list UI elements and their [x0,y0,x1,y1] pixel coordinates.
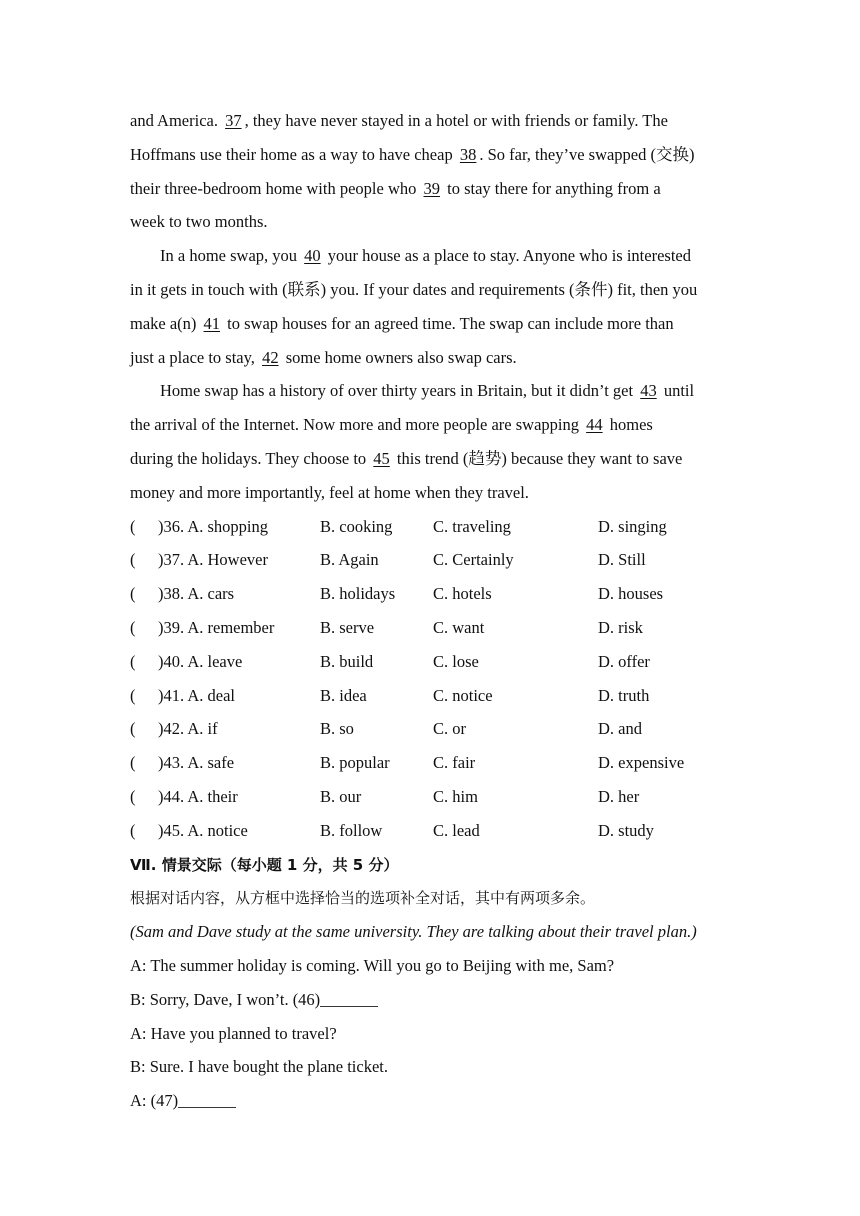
option-d: D. and [598,719,642,739]
cloze-blank: 45 [373,449,390,468]
answer-paren: )41. A. deal [158,685,235,705]
option-b: B. serve [320,618,375,637]
passage-line [130,179,661,201]
cloze-blank: 43 [640,381,657,401]
passage-line [160,246,691,268]
dialogue-context: (Sam and Dave study at the same university. They are talking about their travel plan.) [130,922,697,942]
question-row [130,787,730,809]
passage-line [130,280,697,302]
dialogue-line: A: Have you planned to travel? [130,1023,337,1043]
option-c: C. want [433,618,485,637]
passage-text: the arrival of the Internet. Now more and more people are swapping [130,415,584,435]
dialogue-line: A: The summer holiday is coming. Will you go to Beijing with me, Sam? [130,956,615,975]
option-d: D. risk [598,618,643,637]
passage-text: In a home swap, you [160,246,302,266]
option-d: D. expensive [598,753,685,773]
answer-paren: )45. A. notice [158,820,248,840]
passage-text: money and more importantly, feel at home when they travel. [130,482,529,502]
answer-paren: )42. A. if [158,719,218,739]
cloze-blank: 38 [459,144,477,164]
passage-line [130,314,674,336]
passage-text: Home swap has a history of over thirty years in Britain, but it didn’t get [160,381,638,401]
option-d: D. offer [598,651,650,671]
dialogue-line: B: Sorry, Dave, I won’t. (46)_______ [130,989,378,1009]
passage-line [130,449,682,471]
option-b: B. cooking [320,516,393,536]
passage-text: in it gets in touch with (联系) you. If your dates and requirements (条件) fit, then you [130,280,698,299]
cloze-blank: 44 [586,415,603,435]
answer-paren: ( [130,685,136,705]
cloze-blank: 39 [423,178,440,198]
passage-line [130,111,668,133]
passage-text: make a(n) [130,313,201,333]
cloze-blank: 42 [262,347,279,367]
passage-text: and America. [130,111,223,130]
option-b: B. popular [320,753,390,773]
passage-text: , they have never stayed in a hotel or with friends or family. The [244,111,668,130]
option-d: D. houses [598,584,664,604]
option-b: B. our [320,787,362,806]
passage-line [130,348,517,370]
option-d: D. singing [598,516,667,536]
passage-text: this trend (趋势) because they want to save [392,449,683,468]
passage-line [160,381,694,403]
option-c: C. hotels [433,584,492,604]
answer-paren: )43. A. safe [158,753,235,773]
answer-paren: ( [130,618,136,637]
question-row [130,686,730,708]
option-c: C. or [433,719,466,739]
answer-paren: ( [130,584,136,604]
section-title: Ⅶ. 情景交际（每小题 1 分，共 5 分） [130,855,399,874]
answer-paren: )44. A. their [158,787,238,806]
option-d: D. study [598,820,654,840]
option-c: C. Certainly [433,550,514,570]
answer-paren: ( [130,753,136,773]
cloze-blank: 37 [225,111,242,130]
answer-paren: )37. A. However [158,550,268,570]
option-b: B. follow [320,820,383,840]
answer-paren: ( [130,719,136,739]
option-b: B. so [320,719,354,739]
passage-text: just a place to stay, [130,347,260,367]
option-c: C. notice [433,685,493,705]
question-row [130,550,730,572]
option-c: C. lose [433,651,479,671]
option-d: D. her [598,787,640,806]
passage-text: . So far, they’ve swapped (交换) [479,144,695,164]
answer-paren: ( [130,651,136,671]
answer-paren: ( [130,516,136,536]
option-c: C. fair [433,753,476,773]
option-b: B. build [320,651,374,671]
question-row [130,652,730,674]
option-c: C. traveling [433,516,511,536]
cloze-blank: 40 [304,246,321,266]
option-b: B. Again [320,550,379,570]
cloze-blank: 41 [203,313,221,333]
passage-text: until [659,381,695,401]
answer-paren: )39. A. remember [158,618,275,637]
dialogue-line: B: Sure. I have bought the plane ticket. [130,1057,388,1077]
passage-text: week to two months. [130,212,268,232]
option-d: D. truth [598,685,650,705]
question-row [130,821,730,843]
answer-paren: )40. A. leave [158,651,243,671]
passage-text: during the holidays. They choose to [130,449,371,468]
question-row [130,584,730,606]
question-row [130,753,730,775]
passage-text: to swap houses for an agreed time. The swap can include more than [223,313,674,333]
passage-line [130,483,529,505]
passage-line [130,415,653,437]
passage-text: to stay there for anything from a [443,178,661,198]
option-c: C. lead [433,820,480,840]
passage-text: some home owners also swap cars. [281,347,517,367]
option-b: B. holidays [320,584,396,604]
question-row [130,517,730,539]
question-row [130,618,730,640]
dialogue-line: A: (47)_______ [130,1091,236,1111]
section-instruction: 根据对话内容，从方框中选择恰当的选项补全对话，其中有两项多余。 [130,889,596,908]
passage-line [130,145,695,167]
passage-text: homes [605,415,653,435]
answer-paren: ( [130,820,136,840]
option-b: B. idea [320,685,367,705]
answer-paren: ( [130,550,136,570]
option-d: D. Still [598,550,646,570]
answer-paren: )38. A. cars [158,584,235,604]
answer-paren: ( [130,787,136,806]
passage-text: your house as a place to stay. Anyone who is interested [323,246,691,266]
passage-line [130,212,268,234]
passage-text: their three-bedroom home with people who [130,178,421,198]
question-row [130,719,730,741]
answer-paren: )36. A. shopping [158,516,269,536]
option-c: C. him [433,787,478,806]
passage-text: Hoffmans use their home as a way to have cheap [130,144,457,164]
